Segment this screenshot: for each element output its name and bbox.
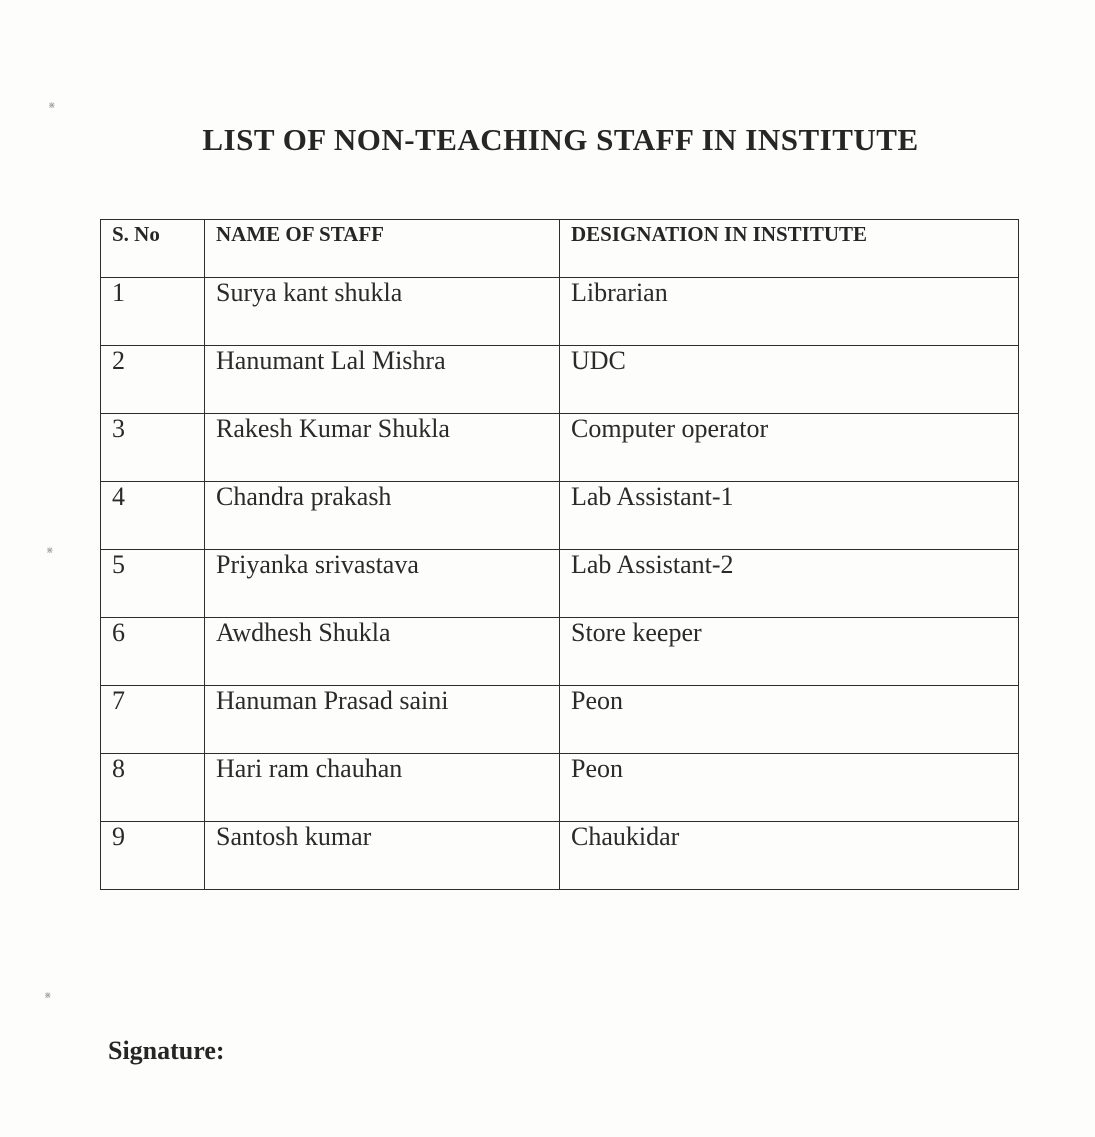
cell-designation: Librarian	[560, 278, 1019, 346]
table-row	[101, 754, 1019, 822]
cell-sno: 7	[101, 686, 205, 754]
cell-designation: Store keeper	[560, 618, 1019, 686]
cell-sno: 2	[101, 346, 205, 414]
table-row	[101, 346, 1019, 414]
cell-staff-name: Hari ram chauhan	[205, 754, 560, 822]
cell-staff-name: Hanuman Prasad saini	[205, 686, 560, 754]
cell-staff-name: Rakesh Kumar Shukla	[205, 414, 560, 482]
table-row	[101, 482, 1019, 550]
cell-sno: 5	[101, 550, 205, 618]
table-row	[101, 618, 1019, 686]
cell-staff-name: Awdhesh Shukla	[205, 618, 560, 686]
cell-sno: 6	[101, 618, 205, 686]
table-row	[101, 822, 1019, 890]
cell-staff-name: Priyanka srivastava	[205, 550, 560, 618]
table-row	[101, 686, 1019, 754]
cell-designation: Peon	[560, 686, 1019, 754]
cell-designation: UDC	[560, 346, 1019, 414]
scan-speck: ⋇	[44, 990, 52, 1000]
scan-speck: ⋇	[46, 545, 54, 555]
cell-designation: Peon	[560, 754, 1019, 822]
cell-designation: Computer operator	[560, 414, 1019, 482]
table-row	[101, 278, 1019, 346]
cell-sno: 3	[101, 414, 205, 482]
cell-staff-name: Santosh kumar	[205, 822, 560, 890]
scan-speck: ⋇	[48, 100, 56, 110]
column-header-sno: S. No	[101, 220, 205, 278]
column-header-designation: DESIGNATION IN INSTITUTE	[560, 220, 1019, 278]
table-row	[101, 414, 1019, 482]
cell-designation: Lab Assistant-2	[560, 550, 1019, 618]
table-header-row	[101, 220, 1019, 278]
cell-sno: 1	[101, 278, 205, 346]
page-title: LIST OF NON-TEACHING STAFF IN INSTITUTE	[202, 122, 919, 157]
cell-staff-name: Chandra prakash	[205, 482, 560, 550]
cell-designation: Lab Assistant-1	[560, 482, 1019, 550]
cell-designation: Chaukidar	[560, 822, 1019, 890]
cell-sno: 9	[101, 822, 205, 890]
signature-label: Signature:	[108, 1036, 225, 1065]
staff-table	[100, 219, 1019, 890]
table-row	[101, 550, 1019, 618]
cell-staff-name: Surya kant shukla	[205, 278, 560, 346]
cell-sno: 4	[101, 482, 205, 550]
column-header-name: NAME OF STAFF	[205, 220, 560, 278]
cell-staff-name: Hanumant Lal Mishra	[205, 346, 560, 414]
cell-sno: 8	[101, 754, 205, 822]
